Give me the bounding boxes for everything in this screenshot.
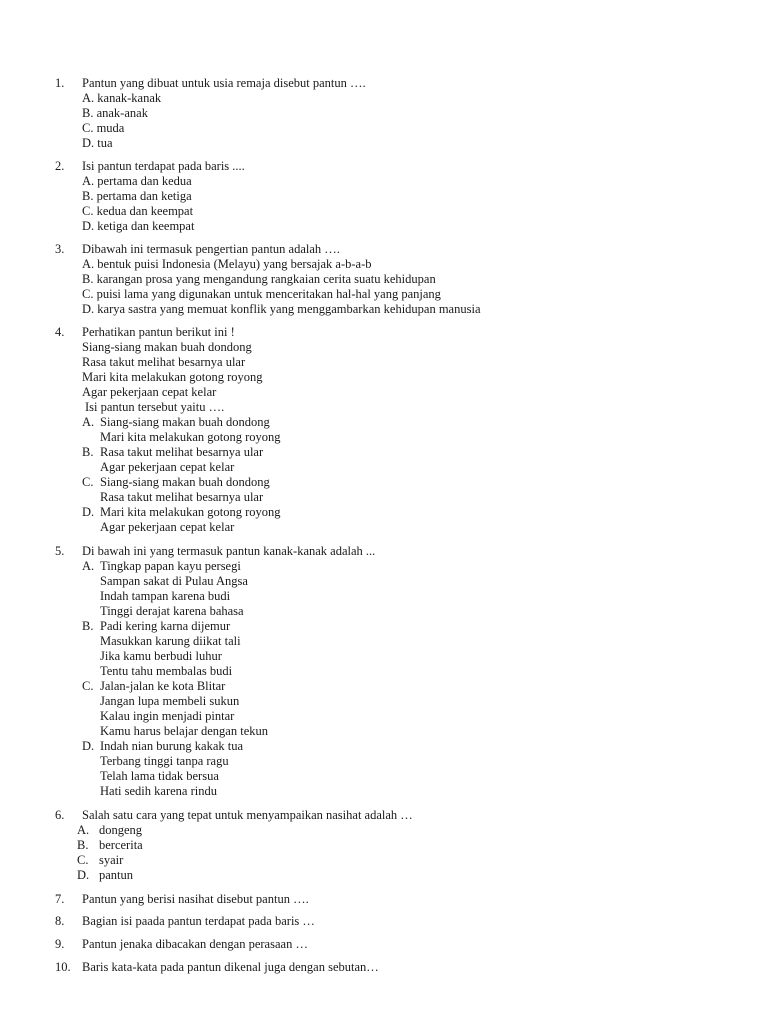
option-line: Terbang tinggi tanpa ragu bbox=[100, 754, 229, 768]
question-3 bbox=[55, 242, 755, 317]
question-8 bbox=[55, 914, 755, 929]
poem-line: Siang-siang makan buah dondong bbox=[82, 340, 252, 354]
option-b bbox=[55, 619, 755, 634]
option-label: B. bbox=[82, 619, 94, 633]
option-line: Jangan lupa membeli sukun bbox=[100, 694, 240, 708]
question-text: Pantun yang dibuat untuk usia remaja disebut pantun …. bbox=[82, 76, 366, 90]
option-b: B. anak-anak bbox=[82, 106, 148, 120]
question-text: Pantun yang berisi nasihat disebut pantun …. bbox=[82, 892, 309, 906]
option-a: A. kanak-kanak bbox=[82, 91, 162, 105]
option-label: C. bbox=[82, 475, 94, 489]
question-text: Baris kata-kata pada pantun dikenal juga dengan sebutan… bbox=[82, 960, 379, 974]
question-prompt: Isi pantun tersebut yaitu …. bbox=[85, 400, 225, 414]
option-a bbox=[55, 559, 755, 574]
option-d bbox=[55, 505, 755, 520]
question-number: 10. bbox=[55, 960, 71, 974]
option-a bbox=[55, 823, 755, 838]
option-line: Tentu tahu membalas budi bbox=[100, 664, 233, 678]
option-text: syair bbox=[99, 853, 124, 867]
poem-line: Agar pekerjaan cepat kelar bbox=[82, 385, 217, 399]
question-2 bbox=[55, 159, 755, 234]
option-line: Padi kering karna dijemur bbox=[100, 619, 231, 633]
question-7 bbox=[55, 892, 755, 907]
question-number: 1. bbox=[55, 76, 65, 90]
question-number: 9. bbox=[55, 937, 65, 951]
question-4 bbox=[55, 325, 755, 535]
option-label: B. bbox=[82, 445, 94, 459]
option-a: A. bentuk puisi Indonesia (Melayu) yang bersajak a-b-a-b bbox=[82, 257, 372, 271]
option-c: C. muda bbox=[82, 121, 125, 135]
option-line: Tinggi derajat karena bahasa bbox=[100, 604, 244, 618]
option-label: D. bbox=[82, 505, 95, 519]
question-number: 6. bbox=[55, 808, 65, 822]
option-b bbox=[55, 445, 755, 460]
question-text: Di bawah ini yang termasuk pantun kanak-kanak adalah ... bbox=[82, 544, 376, 558]
option-line: Kamu harus belajar dengan tekun bbox=[100, 724, 268, 738]
question-10 bbox=[55, 960, 755, 975]
question-9 bbox=[55, 937, 755, 952]
option-line: Jika kamu berbudi luhur bbox=[100, 649, 222, 663]
question-number: 3. bbox=[55, 242, 65, 256]
option-line: Sampan sakat di Pulau Angsa bbox=[100, 574, 248, 588]
option-line: Indah tampan karena budi bbox=[100, 589, 231, 603]
option-d bbox=[55, 868, 755, 883]
option-c: C. puisi lama yang digunakan untuk menceritakan hal-hal yang panjang bbox=[82, 287, 441, 301]
question-number: 8. bbox=[55, 914, 65, 928]
poem-line: Mari kita melakukan gotong royong bbox=[82, 370, 263, 384]
question-number: 7. bbox=[55, 892, 65, 906]
option-label: A. bbox=[77, 823, 90, 837]
question-text: Pantun jenaka dibacakan dengan perasaan … bbox=[82, 937, 308, 951]
option-text: pantun bbox=[99, 868, 134, 882]
option-c bbox=[55, 853, 755, 868]
option-line: Rasa takut melihat besarnya ular bbox=[100, 490, 264, 504]
question-number: 4. bbox=[55, 325, 65, 339]
option-text: dongeng bbox=[99, 823, 143, 837]
option-c bbox=[55, 475, 755, 490]
option-label: C. bbox=[82, 679, 94, 693]
option-label: D. bbox=[82, 739, 95, 753]
question-6 bbox=[55, 808, 755, 883]
option-c bbox=[55, 679, 755, 694]
question-text: Bagian isi paada pantun terdapat pada baris … bbox=[82, 914, 315, 928]
option-a: A. pertama dan kedua bbox=[82, 174, 192, 188]
poem-line: Rasa takut melihat besarnya ular bbox=[82, 355, 246, 369]
option-b: B. pertama dan ketiga bbox=[82, 189, 192, 203]
question-text: Dibawah ini termasuk pengertian pantun adalah …. bbox=[82, 242, 340, 256]
option-label: D. bbox=[77, 868, 90, 882]
option-label: C. bbox=[77, 853, 89, 867]
option-text: bercerita bbox=[99, 838, 143, 852]
option-d bbox=[55, 739, 755, 754]
option-d: D. karya sastra yang memuat konflik yang menggambarkan kehidupan manusia bbox=[82, 302, 481, 316]
option-line: Jalan-jalan ke kota Blitar bbox=[100, 679, 226, 693]
option-label: B. bbox=[77, 838, 89, 852]
question-text: Perhatikan pantun berikut ini ! bbox=[82, 325, 235, 339]
option-line: Agar pekerjaan cepat kelar bbox=[100, 520, 235, 534]
question-text: Salah satu cara yang tepat untuk menyampaikan nasihat adalah … bbox=[82, 808, 413, 822]
question-number: 2. bbox=[55, 159, 65, 173]
option-label: A. bbox=[82, 559, 95, 573]
question-number: 5. bbox=[55, 544, 65, 558]
option-line: Hati sedih karena rindu bbox=[100, 784, 217, 798]
option-line: Tingkap papan kayu persegi bbox=[100, 559, 241, 573]
option-b: B. karangan prosa yang mengandung rangkaian cerita suatu kehidupan bbox=[82, 272, 436, 286]
option-a bbox=[55, 415, 755, 430]
option-line: Agar pekerjaan cepat kelar bbox=[100, 460, 235, 474]
option-line: Kalau ingin menjadi pintar bbox=[100, 709, 235, 723]
option-line: Mari kita melakukan gotong royong bbox=[100, 505, 281, 519]
option-d: D. ketiga dan keempat bbox=[82, 219, 195, 233]
option-b bbox=[55, 838, 755, 853]
option-line: Telah lama tidak bersua bbox=[100, 769, 219, 783]
option-line: Rasa takut melihat besarnya ular bbox=[100, 445, 264, 459]
option-line: Mari kita melakukan gotong royong bbox=[100, 430, 281, 444]
option-c: C. kedua dan keempat bbox=[82, 204, 194, 218]
question-1 bbox=[55, 76, 755, 151]
option-line: Siang-siang makan buah dondong bbox=[100, 415, 270, 429]
option-line: Indah nian burung kakak tua bbox=[100, 739, 244, 753]
question-5 bbox=[55, 544, 755, 799]
option-line: Masukkan karung diikat tali bbox=[100, 634, 241, 648]
option-label: A. bbox=[82, 415, 95, 429]
option-d: D. tua bbox=[82, 136, 113, 150]
option-line: Siang-siang makan buah dondong bbox=[100, 475, 270, 489]
question-text: Isi pantun terdapat pada baris .... bbox=[82, 159, 245, 173]
